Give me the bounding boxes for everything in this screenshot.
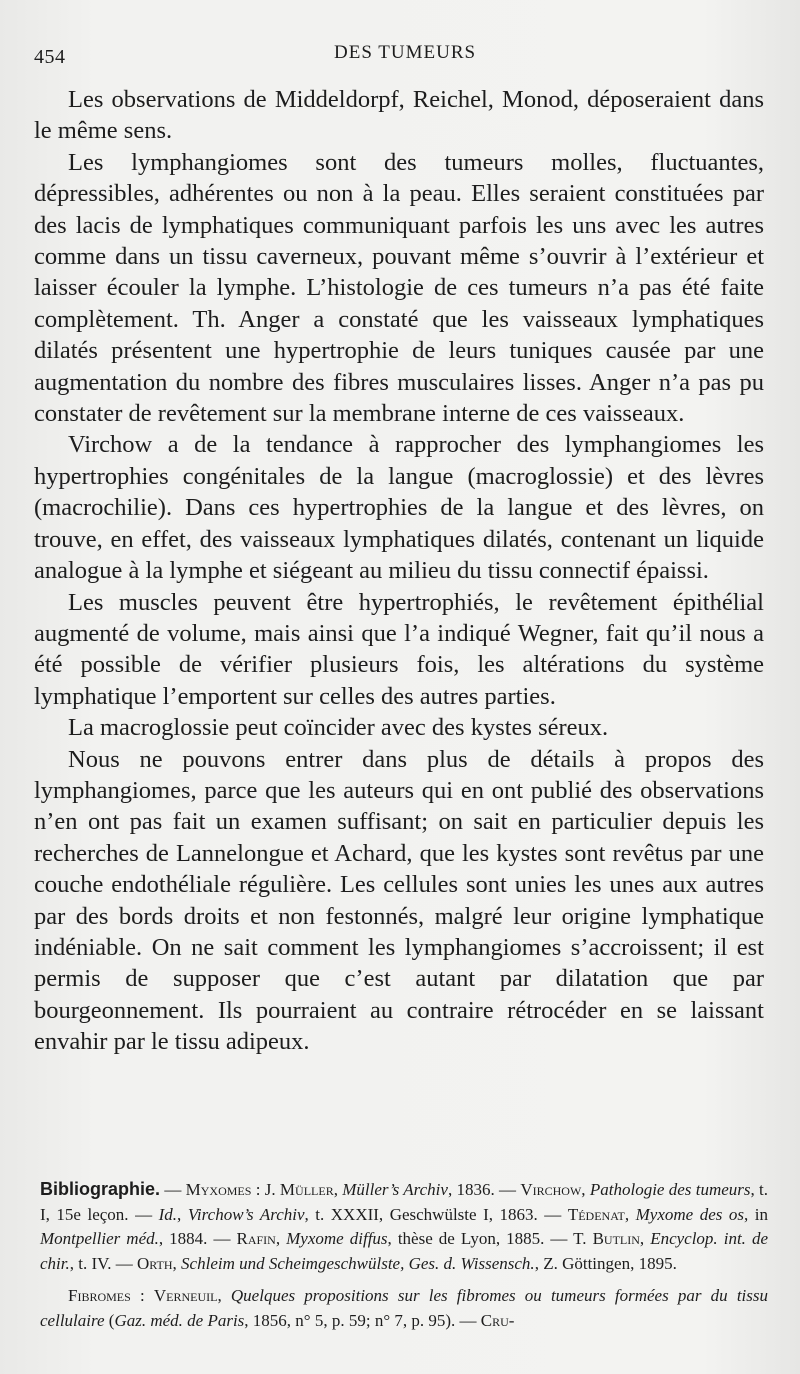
- myxomes-run: ,: [177, 1204, 188, 1224]
- myxomes-run: , 1884. —: [158, 1229, 237, 1248]
- fibromes-run: Quelques propositions sur les fibromes ou tumeurs formées par du tissu cellulaire: [40, 1286, 768, 1330]
- bibliography-label: Bibliographie.: [40, 1179, 161, 1199]
- myxomes-run: , t. XXXII, Geschwülste I, 1863. —: [304, 1204, 568, 1224]
- myxomes-run: Pathologie des tumeurs: [589, 1180, 751, 1199]
- running-title: DES TUMEURS: [334, 42, 477, 63]
- myxomes-run: Virchow: [520, 1180, 582, 1199]
- paragraph-details: Nous ne pouvons entrer dans plus de détails à propos des lymphangiomes, parce que les auteurs qui en ont publié des observations n’en ont pas fait un examen suffisant; on sait en particulier depuis les recherches de Lannelongue et Achard, que les kystes sont revêtus par une couche endothéliale régulière. Les cellules sont unies les unes aux autres par des bords droits et non festonnés, malgré leur origine lymphatique indéniable. On ne sait comment les lymphangiomes s’accroissent; il est permis de supposer que c’est autant par dilatation que par bourgeonnement. Ils pourraient au contraire rétrocéder en se laissant envahir par le tissu adipeux.: [34, 745, 764, 1056]
- fibromes-run: (: [104, 1310, 115, 1330]
- myxomes-run: ,: [581, 1180, 590, 1199]
- paragraph-virchow: Virchow a de la tendance à rapprocher des lymphangiomes les hypertrophies congénitales de la langue (macroglossie) et des lèvres (macrochilie). Dans ces hypertrophies de la langue et des lèvres, on trouve, en effet, des vaisseaux lymphatiques dilatés, contenant un liquide analogue à la lymphe et siégeant au milieu du tissu connectif épaissi.: [34, 431, 764, 585]
- myxomes-run: Myxome des os: [635, 1204, 745, 1224]
- body-text: [34, 84, 764, 1058]
- fibromes-run: ,: [217, 1286, 231, 1305]
- myxomes-run: Myxomes: [185, 1180, 252, 1199]
- myxomes-run: , in: [744, 1204, 769, 1224]
- myxomes-run: —: [160, 1180, 186, 1199]
- bibliography-myxomes: [40, 1177, 768, 1276]
- myxomes-run: Orth: [136, 1253, 173, 1273]
- bibliography: [40, 1177, 768, 1333]
- paragraph-observations: Les observations de Middeldorpf, Reichel, Monod, déposeraient dans le même sens.: [34, 86, 764, 145]
- myxomes-run: , Z. Göttingen, 1895.: [534, 1253, 677, 1273]
- paragraph-muscles: Les muscles peuvent être hypertrophiés, le revêtement épithélial augmenté de volume, mais ainsi que l’a indiqué Wegner, fait qu’il nous a été possible de vérifier plusieurs fois, les altérations du système lymphatique l’emportent sur celles des autres parties.: [34, 588, 764, 710]
- fibromes-run: :: [130, 1286, 154, 1305]
- myxomes-run: Rafin: [236, 1229, 276, 1248]
- myxomes-run: Myxome diffus: [286, 1229, 388, 1248]
- page-number: 454: [34, 46, 66, 68]
- myxomes-run: , thèse de Lyon, 1885. — T.: [387, 1229, 593, 1248]
- page-header: [34, 40, 766, 70]
- bibliography-fibromes: [40, 1284, 768, 1333]
- myxomes-run: Müller: [279, 1180, 334, 1199]
- myxomes-run: Butlin: [592, 1229, 640, 1248]
- myxomes-run: ,: [333, 1180, 343, 1199]
- myxomes-run: Id.: [158, 1204, 178, 1224]
- myxomes-run: Montpellier méd.: [40, 1229, 159, 1248]
- myxomes-run: , 1836. —: [447, 1180, 521, 1199]
- myxomes-run: ,: [172, 1253, 182, 1273]
- myxomes-run: : J.: [251, 1180, 280, 1199]
- fibromes-run: Gaz. méd. de Paris: [114, 1310, 245, 1330]
- fibromes-references: [40, 1286, 768, 1330]
- myxomes-run: Virchow’s Archiv: [187, 1204, 305, 1224]
- paragraph-macroglossie: La macroglossie peut coïncider avec des kystes séreux.: [68, 714, 609, 742]
- myxomes-run: Schleim und Scheimgeschwülste, Ges. d. Wissensch.: [181, 1253, 535, 1273]
- myxomes-run: ,: [624, 1204, 636, 1224]
- myxomes-run: ,: [639, 1229, 651, 1248]
- fibromes-run: Verneuil: [153, 1286, 218, 1305]
- fibromes-run: Fibromes: [68, 1286, 131, 1305]
- myxomes-run: , t. I, 15e leçon. —: [40, 1180, 769, 1224]
- myxomes-run: ,: [275, 1229, 287, 1248]
- fibromes-run: , 1856, n° 5, p. 59; n° 7, p. 95). —: [244, 1310, 481, 1330]
- paragraph-lymphangiomes: Les lymphangiomes sont des tumeurs molles, fluctuantes, dépressibles, adhérentes ou non à la peau. Elles seraient constituées par des lacis de lymphatiques communiquant parfois les uns avec les autres comme dans un tissu caverneux, pouvant même s’ouvrir à l’extérieur et laisser écouler la lymphe. L’histologie de ces tumeurs n’a pas été faite complètement. Th. Anger a constaté que les vaisseaux lymphatiques dilatés présentent une hypertrophie de leurs tuniques causée par une augmentation du nombre des fibres musculaires lisses. Anger n’a pas pu constater de revêtement sur la membrane interne de ces vaisseaux.: [34, 148, 764, 428]
- fibromes-run: Cru-: [480, 1310, 515, 1330]
- myxomes-run: Tédenat: [567, 1204, 625, 1224]
- myxomes-run: Encyclop. int. de chir.: [40, 1229, 769, 1273]
- myxomes-run: , t. IV. —: [69, 1253, 137, 1273]
- myxomes-run: Müller’s Archiv: [342, 1180, 448, 1199]
